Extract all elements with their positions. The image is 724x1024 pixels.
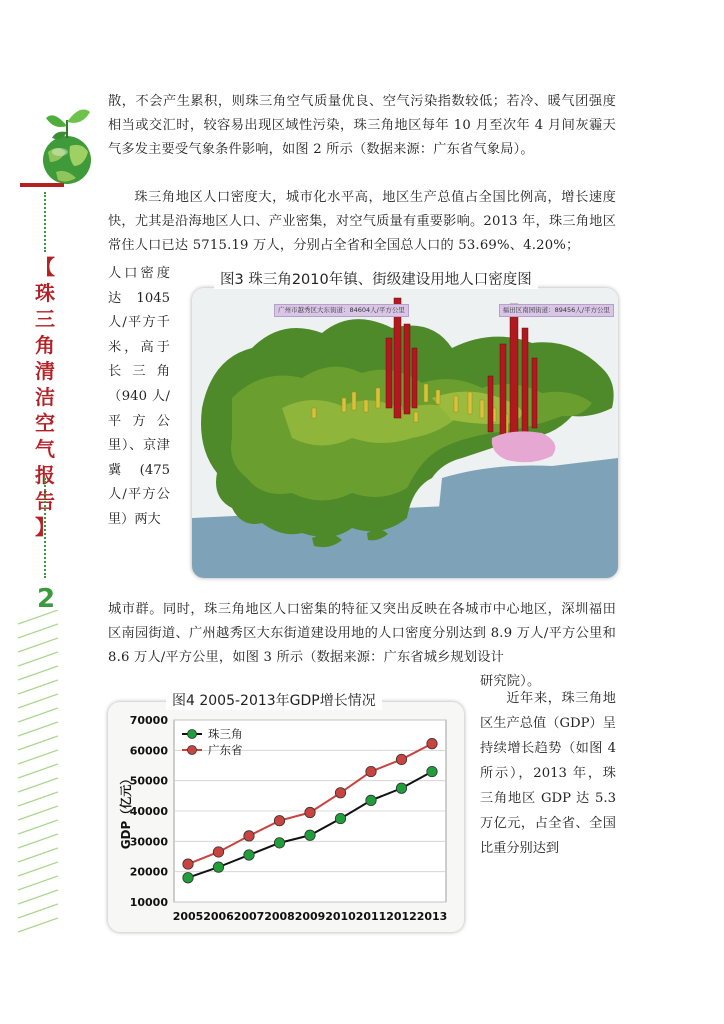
red-accent-bar <box>20 183 64 187</box>
y-tick-label: 60000 <box>129 744 168 758</box>
body-paragraph: 珠三角地区人口密度大，城市化水平高，地区生产总值占全国比例高，增长速度快，尤其是沿海地区人口、产业密集，对空气质量有重要影响。2013 年，珠三角地区常住人口已达 5715.19 万人，分别占全省和全国总人口的 53.69%、4.20%； <box>108 190 616 253</box>
legend-marker <box>188 746 197 755</box>
data-point <box>427 766 437 776</box>
data-point <box>213 862 223 872</box>
x-tick-label: 2013 <box>416 910 448 923</box>
x-tick-label: 2008 <box>264 910 295 923</box>
title-char: 告 <box>35 489 55 513</box>
body-text: 近年来，珠三角地区生产总值（GDP）呈持续增长趋势（如图 4 所示），2013 年，珠三角地区 GDP 达 5.3 万亿元，占全省、全国比重分别达到 <box>480 691 616 856</box>
data-point <box>335 813 345 823</box>
legend-label: 珠三角 <box>208 727 243 741</box>
dotted-divider <box>44 192 46 252</box>
map-label-futian: 福田区南园街道：89456人/平方公里 <box>499 304 614 317</box>
title-char: 三 <box>35 307 55 331</box>
data-point <box>396 783 406 793</box>
x-tick-label: 2007 <box>233 910 265 923</box>
data-point <box>183 859 193 869</box>
data-point <box>274 838 284 848</box>
data-point <box>396 754 406 764</box>
y-tick-label: 30000 <box>129 835 168 849</box>
title-char: 】 <box>35 515 55 539</box>
body-paragraph-wrap <box>480 686 616 861</box>
population-density-map <box>192 288 618 578</box>
y-tick-label: 20000 <box>129 865 168 879</box>
x-tick-label: 2005 <box>172 910 204 923</box>
x-tick-label: 2012 <box>386 910 417 923</box>
x-axis-ticks <box>173 910 448 923</box>
title-char: 空 <box>35 411 55 435</box>
figure3-caption: 图3 珠三角2010年镇、街级建设用地人口密度图 <box>214 268 538 289</box>
dotted-divider <box>44 478 46 578</box>
data-point <box>244 850 254 860</box>
title-char: 角 <box>35 333 55 357</box>
map-label-yuexiu: 广州市越秀区大东街道：84604人/平方公里 <box>274 304 409 317</box>
title-char: 洁 <box>35 385 55 409</box>
y-tick-label: 10000 <box>129 896 168 909</box>
data-point <box>366 766 376 776</box>
globe-plant-logo <box>36 100 98 186</box>
body-paragraph-wrap: 人口密度达 1045 人/平方千米，高于长三角（940 人/平方公里）、京津冀(475 人/平方公里）两大 <box>108 266 170 527</box>
y-axis-ticks <box>130 714 169 909</box>
y-tick-label: 50000 <box>129 774 168 788</box>
y-tick-label: 70000 <box>129 714 168 727</box>
title-char: 【 <box>35 255 55 279</box>
legend-marker <box>188 730 197 739</box>
data-point <box>274 816 284 826</box>
body-text: 研究院）。 <box>480 674 541 689</box>
y-axis-label: GDP（亿元） <box>119 772 133 850</box>
title-char: 珠 <box>35 281 55 305</box>
data-point <box>213 847 223 857</box>
body-paragraph: 散，不会产生累积，则珠三角空气质量优良、空气污染指数较低；若冷、暖气团强度相当或交汇时，较容易出现区域性污染，珠三角地区每年 10 月至次年 4 月间灰霾天气多发主要受气象条件影响，如图 2 所示（数据来源：广东省气象局）。 <box>108 94 616 157</box>
data-point <box>183 873 193 883</box>
data-point <box>427 738 437 748</box>
body-paragraph <box>108 598 616 694</box>
x-tick-label: 2011 <box>355 910 387 923</box>
title-char: 报 <box>35 463 55 487</box>
data-point <box>305 807 315 817</box>
title-char: 清 <box>35 359 55 383</box>
x-tick-label: 2010 <box>325 910 356 923</box>
data-point <box>366 795 376 805</box>
diagonal-hatch-decoration <box>18 610 58 940</box>
gdp-line-chart <box>112 708 462 930</box>
body-text: 城市群。同时，珠三角地区人口密集的特征又突出反映在各城市中心地区，深圳福田区南园街道、广州越秀区大东街道建设用地的人口密度分别达到 8.9 万人/平方公里和 8.6 万人/平方公里，如图 3 所示（数据来源：广东省城乡规划设计 <box>108 602 616 665</box>
y-tick-label: 40000 <box>129 805 168 818</box>
legend-label: 广东省 <box>208 743 243 757</box>
data-point <box>305 830 315 840</box>
x-tick-label: 2009 <box>294 910 326 923</box>
figure4-caption: 图4 2005-2013年GDP增长情况 <box>166 690 382 710</box>
page-number: 2 <box>36 584 56 614</box>
data-point <box>335 788 345 798</box>
x-tick-label: 2006 <box>203 910 234 923</box>
title-char: 气 <box>35 437 55 461</box>
figure3-map-frame <box>192 288 618 578</box>
data-point <box>244 831 254 841</box>
